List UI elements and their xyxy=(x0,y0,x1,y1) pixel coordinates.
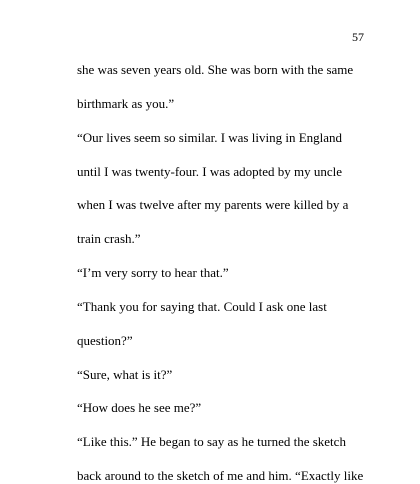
text-line: “Thank you for saying that. Could I ask one last xyxy=(77,298,327,314)
page-number: 57 xyxy=(352,30,364,44)
text-line: “Sure, what is it?” xyxy=(77,366,173,382)
text-line: “Like this.” He began to say as he turned the sketch xyxy=(77,434,346,450)
text-line: back around to the sketch of me and him. “Exactly like xyxy=(77,468,364,483)
text-line: “Our lives seem so similar. I was living in England xyxy=(77,129,343,145)
text-line: until I was twenty-four. I was adopted by my uncle xyxy=(77,163,342,179)
text-line: train crash.” xyxy=(77,231,141,247)
text-line: “I’m very sorry to hear that.” xyxy=(77,265,229,280)
text-line: birthmark as you.” xyxy=(77,95,175,111)
text-line: she was seven years old. She was born with the same xyxy=(77,62,354,77)
text-line: “How does he see me?” xyxy=(77,400,202,416)
text-line: when I was twelve after my parents were killed by a xyxy=(77,197,349,213)
text-line: question?” xyxy=(77,332,133,348)
